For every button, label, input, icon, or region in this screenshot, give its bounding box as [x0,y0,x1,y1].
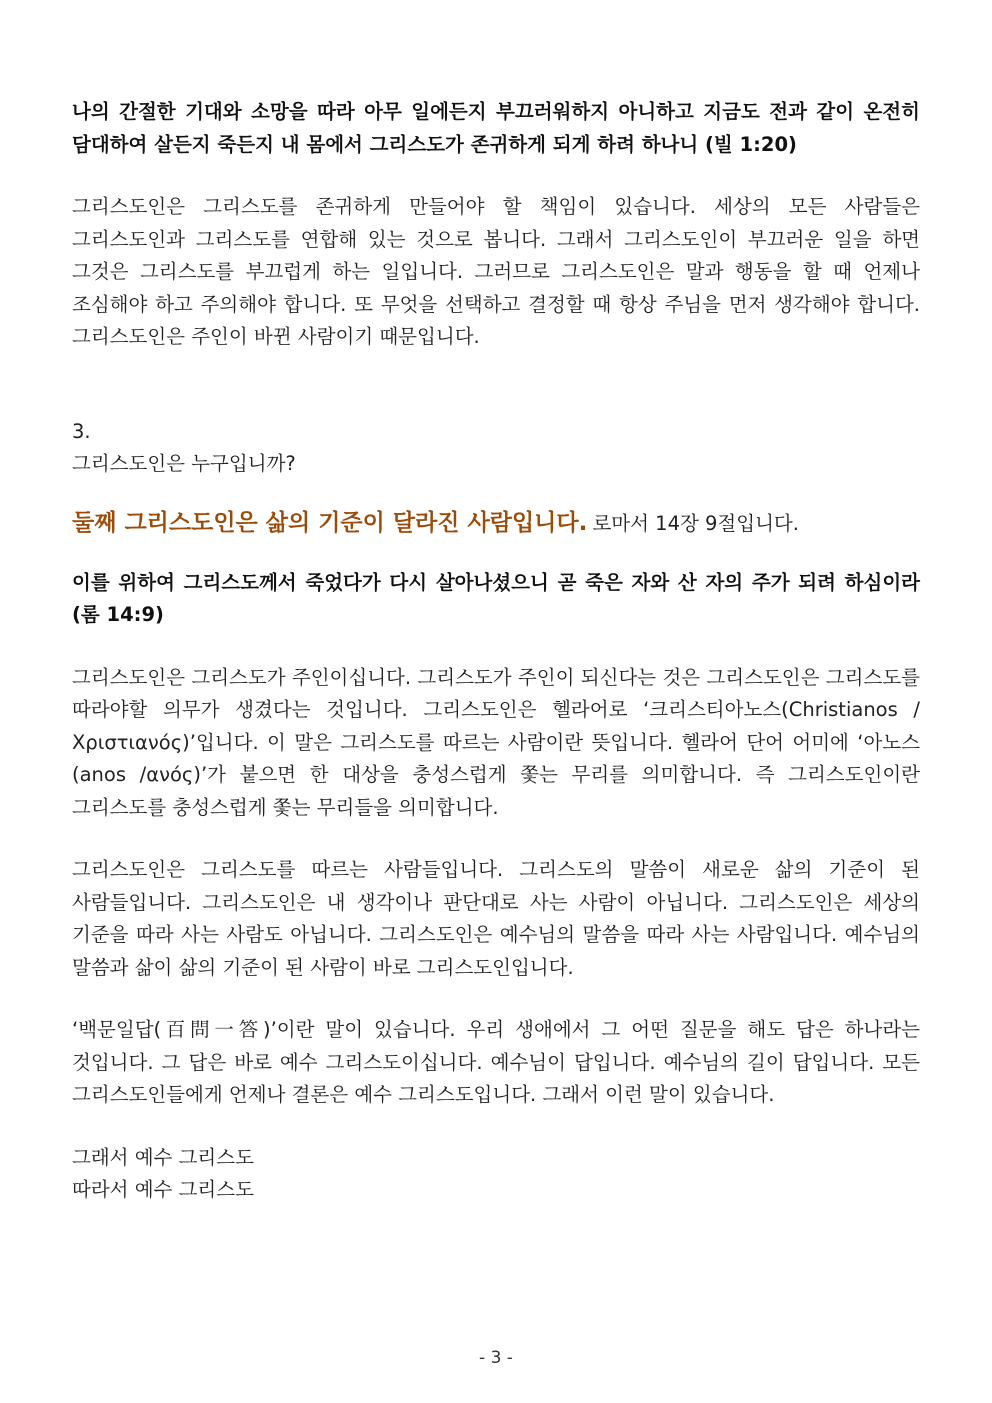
spacer [72,1112,920,1142]
body-paragraph-1: 그리스도인은 그리스도를 존귀하게 만들어야 할 책임이 있습니다. 세상의 모든 사람들은 그리스도인과 그리스도를 연합해 있는 것으로 봅니다. 그래서 그리스도인이 부끄러운 일을 하면 그것은 그리스도를 부끄럽게 하는 일입니다. 그러므로 그리스도인은 말과 행동을 할 때 언제나 조심해야 하고 주의해야 합니다. 또 무엇을 선택하고 결정할 때 항상 주님을 먼저 생각해야 합니다. 그리스도인은 주인이 바뀐 사람이기 때문입니다. [72,195,920,348]
body-paragraph-3: 그리스도인은 그리스도를 따르는 사람들입니다. 그리스도의 말씀이 새로운 삶의 기준이 된 사람들입니다. 그리스도인은 내 생각이나 판단대로 사는 사람이 아닙니다. 그리스도인은 세상의 기준을 따라 사는 사람도 아닙니다. 그리스도인은 예수님의 말씀을 따라 사는 사람입니다. 예수님의 말씀과 삶이 삶의 기준이 된 사람이 바로 그리스도인입니다. [72,858,920,979]
section-heading [72,505,920,543]
section-number: 3. [72,419,91,443]
spacer [72,354,920,416]
body-paragraph-2: 그리스도인은 그리스도가 주인이십니다. 그리스도가 주인이 되신다는 것은 그리스도인은 그리스도를 따라야할 의무가 생겼다는 것입니다. 그리스도인은 헬라어로 ‘크리스티아노스(Christianos / Χριστιανός)’입니다. 이 말은 그리스도를 따르는 사람이란 뜻입니다. 헬라어 단어 어미에 ‘아노스(anos /ανός)’가 붙으면 한 대상을 충성스럽게 쫓는 무리를 의미합니다. 즉 그리스도인이란 그리스도를 충성스럽게 쫓는 무리들을 의미합니다. [72,665,920,819]
spacer [72,824,920,854]
spacer [72,632,920,662]
heading-highlight: 둘째 그리스도인은 삶의 기준이 달라진 사람입니다. [72,509,588,536]
closing-line-2: 따라서 예수 그리스도 [72,1178,254,1201]
scripture-quote-philippians: 나의 간절한 기대와 소망을 따라 아무 일에든지 부끄러워하지 아니하고 지금도 전과 같이 온전히 담대하여 살든지 죽든지 내 몸에서 그리스도가 존귀하게 되게 하려 하나니 (빌 1:20) [72,100,920,156]
heading-tail: 로마서 14장 9절입니다. [592,511,799,535]
spacer [72,543,920,567]
document-page [72,96,920,1207]
section-question: 그리스도인은 누구입니까? [72,452,296,475]
body-paragraph-4: ‘백문일답(百問一答)’이란 말이 있습니다. 우리 생애에서 그 어떤 질문을 해도 답은 하나라는 것입니다. 그 답은 바로 예수 그리스도이십니다. 예수님이 답입니다. 예수님의 길이 답입니다. 모든 그리스도인들에게 언제나 결론은 예수 그리스도입니다. 그래서 이런 말이 있습니다. [72,1018,920,1106]
page-number: - 3 - [479,1348,513,1368]
spacer [72,984,920,1014]
scripture-quote-romans: 이를 위하여 그리스도께서 죽었다가 다시 살아나셨으니 곧 죽은 자와 산 자의 주가 되려 하심이라 (롬 14:9) [72,570,920,626]
spacer [72,161,920,191]
spacer [72,481,920,505]
closing-line-1: 그래서 예수 그리스도 [72,1145,254,1169]
